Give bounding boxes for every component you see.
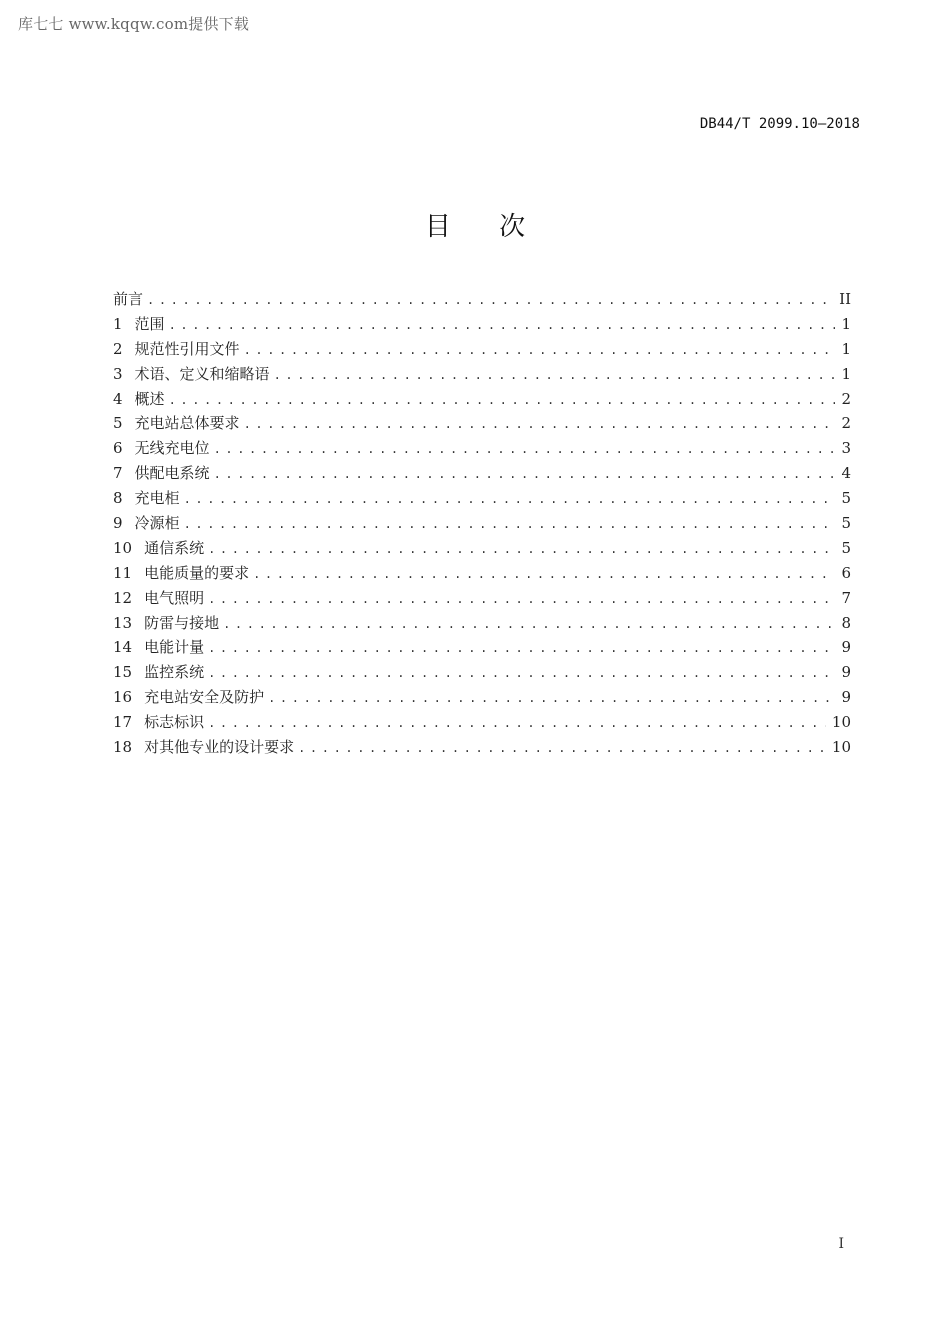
toc-entry-number: 17 [113, 713, 133, 732]
toc-leader-dots [298, 736, 826, 761]
toc-leader-dots [169, 388, 836, 413]
toc-entry-number: 3 [113, 364, 123, 383]
toc-entry-page: 5 [841, 489, 851, 508]
toc-entry-3[interactable] [113, 362, 851, 387]
toc-leader-dots [184, 487, 836, 512]
toc-entry-number: 2 [113, 339, 123, 358]
toc-entry-label: 电能质量的要求 [144, 563, 250, 582]
toc-leader-dots [223, 612, 835, 637]
toc-entry-page: 1 [841, 339, 851, 358]
toc-entry-5[interactable] [113, 411, 851, 436]
toc-leader-dots [208, 711, 826, 736]
toc-entry-number: 14 [113, 638, 133, 657]
toc-entry-page: 4 [841, 464, 851, 483]
toc-leader-dots [208, 661, 835, 686]
toc-entry-number: 11 [113, 563, 133, 582]
toc-entry-page: 1 [841, 364, 851, 383]
toc-entry-page: 3 [841, 439, 851, 458]
toc-entry-18[interactable] [113, 735, 851, 760]
toc-entry-page: 8 [841, 613, 851, 632]
toc-leader-dots [184, 512, 836, 537]
toc-entry-2[interactable] [113, 337, 851, 362]
toc-entry-page: 2 [841, 414, 851, 433]
toc-leader-dots [214, 462, 836, 487]
toc-entry-label: 电能计量 [144, 638, 205, 657]
toc-entry-11[interactable] [113, 561, 851, 586]
toc-entry-label: 标志标识 [144, 713, 205, 732]
toc-entry-number: 10 [113, 538, 133, 557]
toc-entry-number: 13 [113, 613, 133, 632]
toc-entry-number: 12 [113, 588, 133, 607]
toc-entry-label: 通信系统 [144, 538, 205, 557]
toc-entry-label: 供配电系统 [134, 464, 210, 483]
toc-entry-number: 9 [113, 514, 123, 533]
toc-entry-label: 对其他专业的设计要求 [144, 738, 295, 757]
toc-entry-label: 电气照明 [144, 588, 205, 607]
page-number: I [838, 1236, 844, 1252]
watermark-text: 库七七 www.kqqw.com提供下载 [18, 15, 250, 33]
toc-leader-dots [253, 562, 835, 587]
toc-entry-9[interactable] [113, 511, 851, 536]
toc-entry-6[interactable] [113, 436, 851, 461]
toc-entry-13[interactable] [113, 611, 851, 636]
toc-leader-dots [214, 437, 836, 462]
toc-title: 目 次 [424, 212, 546, 242]
toc-entry-page: 5 [841, 514, 851, 533]
toc-entry-page: 2 [841, 389, 851, 408]
toc-entry-label: 充电柜 [134, 489, 180, 508]
toc-entry-number: 16 [113, 688, 133, 707]
toc-entry-page: 9 [841, 638, 851, 657]
toc-entry-label: 冷源柜 [134, 514, 180, 533]
toc-entry-number: 18 [113, 738, 133, 757]
toc-entry-16[interactable] [113, 685, 851, 710]
toc-entry-label: 范围 [134, 314, 165, 333]
toc-entry-14[interactable] [113, 635, 851, 660]
toc-entry-label: 无线充电位 [134, 439, 210, 458]
toc-entry-number: 4 [113, 389, 123, 408]
toc-leader-dots [244, 338, 836, 363]
toc-leader-dots [274, 363, 836, 388]
toc-entry-page: 7 [841, 588, 851, 607]
toc-entry-foreword[interactable] [113, 287, 851, 312]
toc-entry-page: 10 [831, 713, 851, 732]
toc-entry-label: 充电站总体要求 [134, 414, 240, 433]
toc-entry-number: 1 [113, 314, 123, 333]
toc-entry-page: 5 [841, 538, 851, 557]
toc-entry-7[interactable] [113, 461, 851, 486]
toc-entry-10[interactable] [113, 536, 851, 561]
toc-entry-8[interactable] [113, 486, 851, 511]
toc-entry-1[interactable] [113, 312, 851, 337]
toc-entry-number: 8 [113, 489, 123, 508]
toc-entry-number: 15 [113, 663, 133, 682]
toc-leader-dots [208, 636, 835, 661]
toc-entry-page: II [839, 290, 851, 308]
toc-entry-number: 6 [113, 439, 123, 458]
toc-entry-label: 术语、定义和缩略语 [134, 364, 270, 383]
toc-entry-page: 6 [841, 563, 851, 582]
standard-code: DB44/T 2099.10—2018 [699, 116, 860, 132]
toc-entry-label: 规范性引用文件 [134, 339, 240, 358]
toc-entry-label: 前言 [113, 290, 144, 308]
toc-entry-label: 监控系统 [144, 663, 205, 682]
toc-entry-17[interactable] [113, 710, 851, 735]
toc-leader-dots [268, 686, 835, 711]
toc-entry-number: 5 [113, 414, 123, 433]
toc-entry-12[interactable] [113, 586, 851, 611]
toc-entry-15[interactable] [113, 660, 851, 685]
toc-leader-dots [244, 412, 836, 437]
toc-entry-page: 9 [841, 688, 851, 707]
toc-entry-number: 7 [113, 464, 123, 483]
toc-entry-4[interactable] [113, 387, 851, 412]
toc-entry-label: 概述 [134, 389, 165, 408]
toc-entry-page: 9 [841, 663, 851, 682]
toc-leader-dots [208, 587, 835, 612]
toc-leader-dots [147, 288, 833, 313]
toc-entry-label: 防雷与接地 [144, 613, 220, 632]
toc-entry-page: 10 [831, 738, 851, 757]
toc-entry-label: 充电站安全及防护 [144, 688, 265, 707]
toc-leader-dots [169, 313, 836, 338]
toc-leader-dots [208, 537, 835, 562]
toc-entry-page: 1 [841, 314, 851, 333]
table-of-contents [113, 287, 851, 760]
